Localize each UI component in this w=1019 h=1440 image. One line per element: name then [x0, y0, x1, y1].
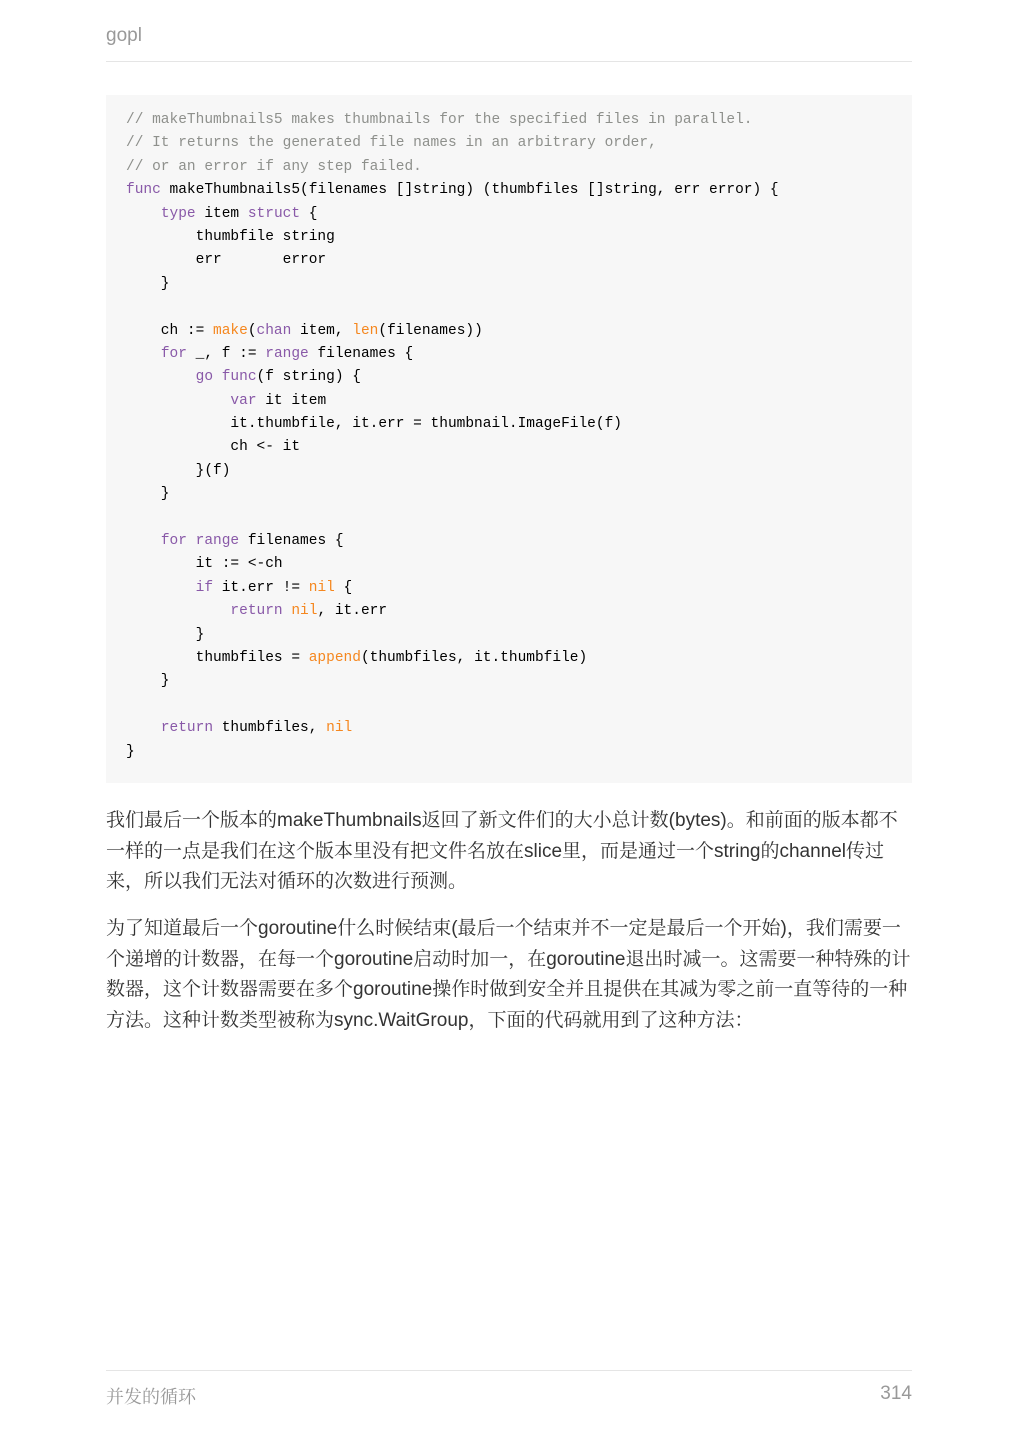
code-token: range [195, 533, 240, 550]
code-line [126, 273, 912, 296]
code-token [126, 533, 161, 549]
code-line [126, 203, 912, 226]
code-token: item [195, 205, 248, 222]
code-token: } [126, 486, 170, 503]
code-token: thumbfiles, [213, 720, 327, 737]
code-token: chan [256, 322, 292, 339]
code-token: make [213, 322, 248, 339]
code-token [126, 346, 161, 362]
page-number: 314 [880, 1383, 912, 1404]
code-token: // or an error if any step failed. [126, 158, 422, 175]
code-token: filenames { [308, 345, 414, 362]
code-line [126, 132, 912, 155]
code-line [126, 717, 912, 740]
code-line [126, 507, 912, 530]
code-token: func [221, 369, 257, 386]
code-token: if [195, 579, 214, 596]
code-token: ch := [126, 322, 214, 339]
paragraph-1: 我们最后一个版本的makeThumbnails返回了新文件们的大小总计数(bytes)。和前面的版本都不一样的一点是我们在这个版本里没有把文件名放在slice里，而是通过一个string的channel传过来，所以我们无法对循环的次数进行预测。 [106, 810, 898, 892]
code-token: , it.err [317, 603, 388, 620]
code-token: nil [308, 579, 335, 596]
code-token: type [160, 205, 196, 222]
code-line [126, 624, 912, 647]
code-line [126, 600, 912, 623]
code-line [126, 741, 912, 764]
code-token: it.err != [213, 579, 309, 596]
code-token: nil [326, 720, 353, 737]
code-token: }(f) [126, 462, 231, 479]
book-title: gopl [106, 25, 142, 46]
code-token: } [126, 275, 170, 292]
code-token: func [126, 182, 161, 199]
code-token: nil [291, 603, 318, 620]
code-token: thumbfiles = [126, 649, 309, 666]
code-line [126, 647, 912, 670]
code-line [126, 460, 912, 483]
code-token [126, 369, 196, 385]
code-token: it item [256, 392, 327, 409]
page-header [106, 24, 912, 62]
code-token: // It returns the generated file names in an arbitrary order, [126, 135, 657, 152]
code-token: struct [247, 205, 301, 222]
code-token: { [334, 579, 353, 596]
code-line [126, 436, 912, 459]
code-token: it := <-ch [126, 556, 283, 573]
code-token: err error [126, 252, 327, 269]
code-token: len [352, 322, 379, 339]
code-token: } [126, 743, 135, 760]
code-token: it.thumbfile, it.err = thumbnail.ImageFile(f) [126, 416, 622, 433]
code-line [126, 390, 912, 413]
code-token: for [160, 533, 187, 550]
code-line [126, 483, 912, 506]
code-token: } [126, 626, 205, 643]
code-token: { [300, 205, 318, 222]
code-line [126, 249, 912, 272]
code-token: range [265, 345, 309, 362]
code-token [213, 369, 222, 385]
code-token: ( [247, 322, 257, 339]
code-token [126, 580, 196, 596]
code-line [126, 226, 912, 249]
code-token [187, 533, 196, 549]
code-line [126, 109, 912, 132]
code-line [126, 553, 912, 576]
code-token: _, f := [186, 345, 266, 362]
code-token: var [230, 392, 257, 409]
code-token [126, 603, 230, 619]
code-token: ch <- it [126, 439, 301, 456]
code-line [126, 694, 912, 717]
code-token: for [160, 345, 187, 362]
code-token [126, 206, 161, 222]
code-line [126, 296, 912, 319]
code-token: } [126, 673, 170, 690]
code-line [126, 343, 912, 366]
code-token: go [195, 369, 214, 386]
code-token: return [230, 603, 283, 620]
code-token: return [160, 720, 214, 737]
code-token: thumbfile string [126, 228, 335, 245]
code-line [126, 530, 912, 553]
code-line [126, 577, 912, 600]
paragraph-2: 为了知道最后一个goroutine什么时候结束(最后一个结束并不一定是最后一个开始)，我们需要一个递增的计数器，在每一个goroutine启动时加一，在goroutine退出时减一。这需要一种特殊的计数器，这个计数器需要在多个goroutine操作时做到安全并且提供在其减为零之前一直等待的一种方法。这种计数类型被称为sync.WaitGroup，下面的代码就用到了这种方法： [106, 918, 911, 1031]
chapter-title: 并发的循环 [106, 1387, 196, 1408]
page-footer [106, 1370, 912, 1411]
code-line [126, 179, 912, 202]
code-line [126, 156, 912, 179]
code-token: (filenames)) [378, 322, 483, 339]
code-token [126, 393, 230, 409]
code-line [126, 320, 912, 343]
code-line [126, 366, 912, 389]
code-token [126, 720, 161, 736]
code-token: makeThumbnails5(filenames []string) (thumbfiles []string, err error) { [160, 182, 779, 199]
code-token: (f string) { [256, 369, 361, 386]
code-token: filenames { [239, 533, 344, 550]
code-line [126, 670, 912, 693]
code-block [106, 95, 912, 783]
code-token: append [308, 649, 361, 666]
code-token: // makeThumbnails5 makes thumbnails for the specified files in parallel. [126, 112, 753, 128]
code-token: item, [291, 322, 353, 339]
code-line [126, 413, 912, 436]
code-token: (thumbfiles, it.thumbfile) [360, 649, 588, 666]
